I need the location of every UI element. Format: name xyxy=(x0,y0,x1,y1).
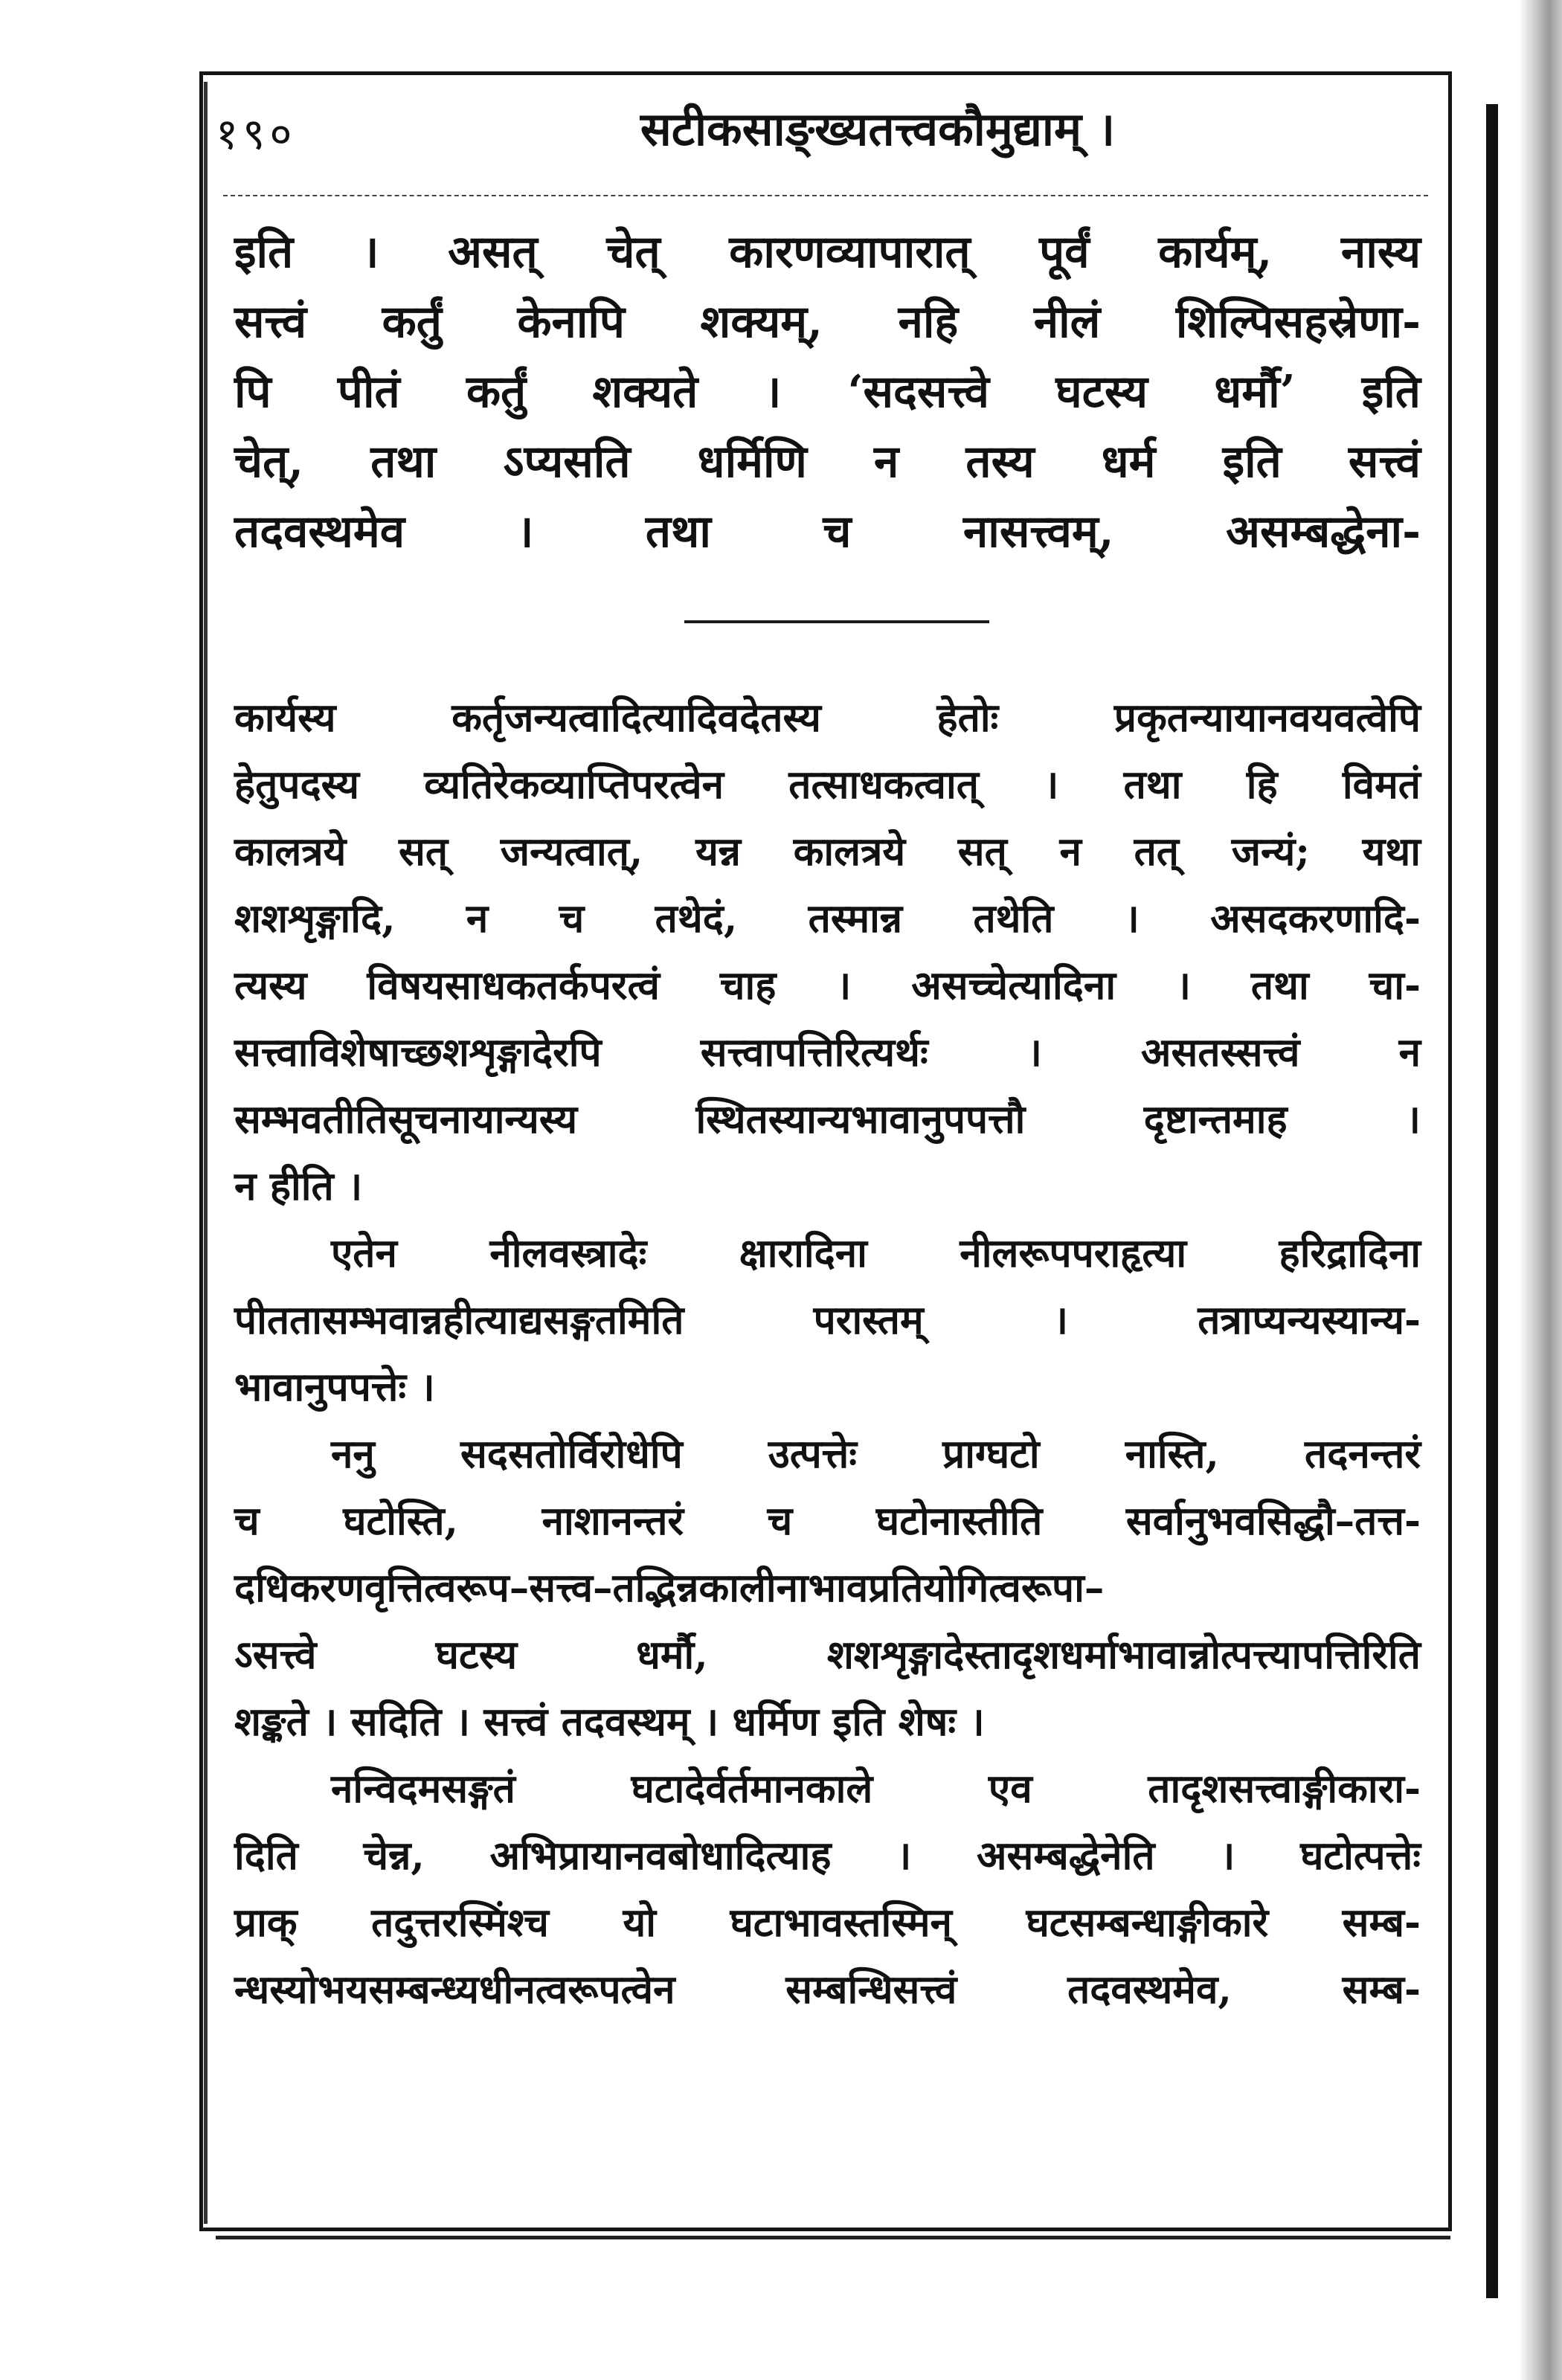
commentary-line: कार्यस्य कर्तृजन्यत्वादित्यादिवदेतस्य हेतोः प्रकृतन्यायानवयवत्वेपि xyxy=(234,695,1421,741)
commentary-line: च घटोस्ति, नाशानन्तरं च घटोनास्तीति सर्वानुभवसिद्धौ–तत्त- xyxy=(234,1498,1421,1544)
page-number: १९० xyxy=(216,109,297,159)
mula-line: इति । असत् चेत् कारणव्यापारात् पूर्वं कार्यम्, नास्य xyxy=(234,226,1421,278)
commentary-line: भावानुपपत्तेः । xyxy=(234,1364,435,1410)
page-border-inner-left xyxy=(204,82,208,2224)
commentary-line: त्यस्य विषयसाधकतर्कपरत्वं चाह । असच्चेत्यादिना । तथा चा- xyxy=(234,962,1421,1009)
commentary-line: सम्भवतीतिसूचनायान्यस्य स्थितस्यान्यभावानुपपत्तौ दृष्टान्तमाह । xyxy=(234,1096,1421,1142)
commentary-line: नन्विदमसङ्गतं घटादेर्वर्तमानकाले एव तादृशसत्त्वाङ्गीकारा- xyxy=(331,1766,1421,1812)
commentary-line: एतेन नीलवस्त्रादेः क्षारादिना नीलरूपपराहृत्या हरिद्रादिना xyxy=(331,1230,1421,1276)
commentary-line: प्राक् तदुत्तरस्मिंश्च यो घटाभावस्तस्मिन् घटसम्बन्धाङ्गीकारे सम्ब- xyxy=(234,1900,1421,1946)
scan-page-edge xyxy=(1519,0,1562,2380)
mula-text-block xyxy=(234,217,1421,567)
commentary-line: शङ्कते । सदिति । सत्त्वं तदवस्थम् । धर्मिण इति शेषः । xyxy=(234,1699,985,1745)
commentary-line: शशशृङ्गादि, न च तथेदं, तस्मान्न तथेति । असदकरणादि- xyxy=(234,895,1421,942)
mula-line: पि पीतं कर्तुं शक्यते । ‘सदसत्त्वे घटस्य धर्मौ’ इति xyxy=(234,366,1421,418)
commentary-line: न हीति । xyxy=(234,1163,363,1209)
commentary-line: ननु सदसतोर्विरोधेपि उत्पत्तेः प्राग्घटो नास्ति, तदनन्तरं xyxy=(331,1431,1421,1477)
commentary-line: दधिकरणवृत्तित्वरूप–सत्त्व–तद्भिन्नकालीनाभावप्रतियोगित्वरूपा– xyxy=(234,1565,1105,1611)
mula-line: सत्त्वं कर्तुं केनापि शक्यम्, नहि नीलं शिल्पिसहस्रेणा- xyxy=(234,296,1421,348)
commentary-line: न्धस्योभयसम्बन्ध्यधीनत्वरूपत्वेन सम्बन्धिसत्त्वं तदवस्थमेव, सम्ब- xyxy=(234,1966,1421,2013)
running-title: सटीकसाङ्ख्यतत्त्वकौमुद्याम् । xyxy=(640,102,1116,156)
commentary-line: हेतुपदस्य व्यतिरेकव्याप्तिपरत्वेन तत्साधकत्वात् । तथा हि विमतं xyxy=(234,762,1421,808)
page-border-bottom xyxy=(216,2236,1450,2239)
scan-binding-shadow xyxy=(1486,104,1498,2298)
page-header xyxy=(216,97,1436,178)
commentary-line: दिति चेन्न, अभिप्रायानवबोधादित्याह । असम्बद्धेनेति । घटोत्पत्तेः xyxy=(234,1833,1421,1879)
header-rule xyxy=(223,195,1428,196)
mula-line: चेत्, तथा ऽप्यसति धर्मिणि न तस्य धर्म इति सत्त्वं xyxy=(234,436,1421,488)
commentary-text-block xyxy=(234,684,1421,2023)
commentary-line: ऽसत्त्वे घटस्य धर्मौ, शशशृङ्गादेस्तादृशधर्माभावान्नोत्पत्त्यापत्तिरिति xyxy=(234,1632,1421,1678)
section-divider xyxy=(684,620,989,623)
mula-line: तदवस्थमेव । तथा च नासत्त्वम्, असम्बद्धेना- xyxy=(234,506,1421,558)
commentary-line: सत्त्वाविशेषाच्छशशृङ्गादेरपि सत्त्वापत्तिरित्यर्थः । असतस्सत्त्वं न xyxy=(234,1029,1421,1075)
commentary-line: पीततासम्भवान्नहीत्याद्यसङ्गतमिति परास्तम् । तत्राप्यन्यस्यान्य- xyxy=(234,1297,1421,1343)
commentary-line: कालत्रये सत् जन्यत्वात्, यन्न कालत्रये सत् न तत् जन्यं; यथा xyxy=(234,829,1421,875)
